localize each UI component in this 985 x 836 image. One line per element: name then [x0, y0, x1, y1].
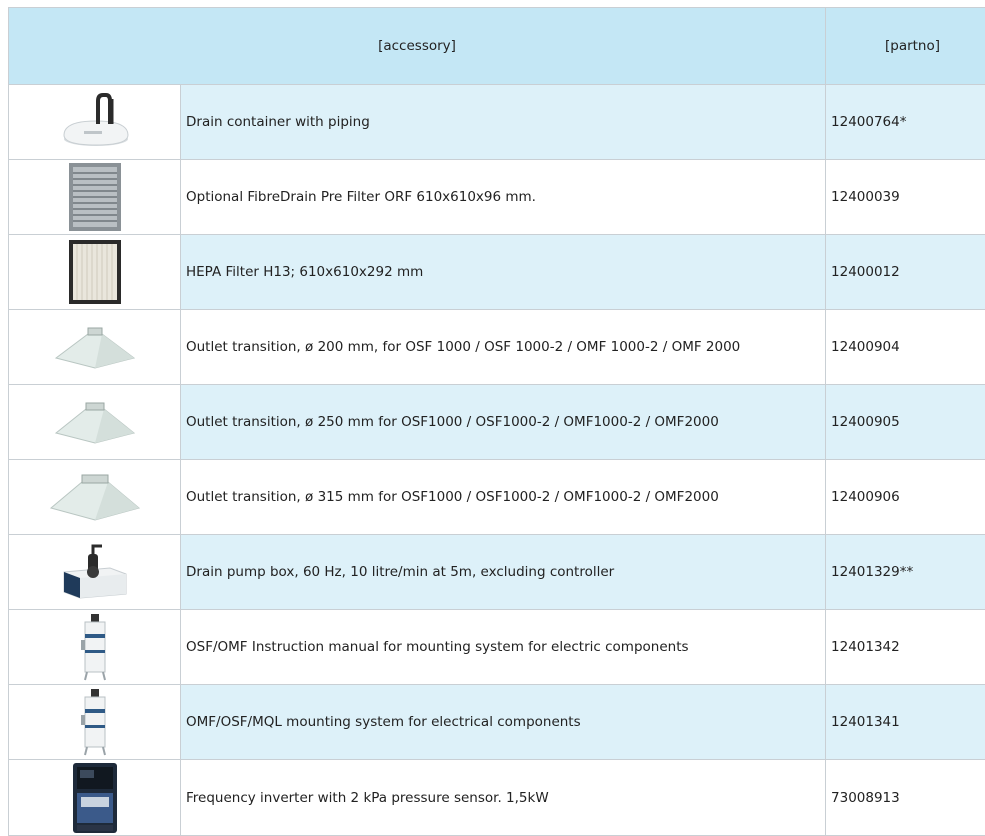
product-image-cell	[9, 310, 181, 385]
table-row	[9, 310, 985, 385]
table-row	[9, 235, 985, 310]
table-row	[9, 610, 985, 685]
product-image-cell	[9, 385, 181, 460]
partno-column-header: [partno]	[826, 8, 985, 85]
frequency-inverter-icon	[69, 761, 121, 835]
product-image-cell	[9, 460, 181, 535]
outlet-transition-icon	[50, 397, 140, 447]
description-cell: Outlet transition, ø 200 mm, for OSF 1000 / OSF 1000-2 / OMF 1000-2 / OMF 2000	[181, 310, 826, 385]
table-row	[9, 535, 985, 610]
partno-cell: 12400012	[826, 235, 985, 310]
mounting-system-icon	[75, 687, 115, 757]
partno-cell: 73008913	[826, 760, 985, 836]
table-row	[9, 160, 985, 235]
product-image-cell	[9, 760, 181, 836]
table-row	[9, 460, 985, 535]
partno-cell: 12401341	[826, 685, 985, 760]
description-cell: HEPA Filter H13; 610x610x292 mm	[181, 235, 826, 310]
accessory-column-header: [accessory]	[9, 8, 826, 85]
description-cell: Drain container with piping	[181, 85, 826, 160]
drain-pump-box-icon	[50, 542, 140, 602]
partno-cell: 12400906	[826, 460, 985, 535]
partno-cell: 12400905	[826, 385, 985, 460]
partno-cell: 12401329**	[826, 535, 985, 610]
description-cell: OSF/OMF Instruction manual for mounting system for electric components	[181, 610, 826, 685]
table-row	[9, 685, 985, 760]
product-image-cell	[9, 535, 181, 610]
product-image-cell	[9, 160, 181, 235]
product-image-cell	[9, 235, 181, 310]
drain-container-icon	[50, 91, 140, 153]
description-cell: Frequency inverter with 2 kPa pressure sensor. 1,5kW	[181, 760, 826, 836]
table-row	[9, 385, 985, 460]
partno-cell: 12400039	[826, 160, 985, 235]
partno-cell: 12400904	[826, 310, 985, 385]
partno-cell: 12401342	[826, 610, 985, 685]
table-header-row	[9, 8, 985, 85]
description-cell: Outlet transition, ø 250 mm for OSF1000 / OSF1000-2 / OMF1000-2 / OMF2000	[181, 385, 826, 460]
mounting-system-icon	[75, 612, 115, 682]
table-row	[9, 760, 985, 836]
description-cell: Optional FibreDrain Pre Filter ORF 610x610x96 mm.	[181, 160, 826, 235]
product-image-cell	[9, 685, 181, 760]
description-cell: Drain pump box, 60 Hz, 10 litre/min at 5m, excluding controller	[181, 535, 826, 610]
accessory-table	[8, 7, 985, 836]
outlet-transition-icon	[50, 322, 140, 372]
product-image-cell	[9, 610, 181, 685]
table-row	[9, 85, 985, 160]
description-cell: Outlet transition, ø 315 mm for OSF1000 / OSF1000-2 / OMF1000-2 / OMF2000	[181, 460, 826, 535]
product-image-cell	[9, 85, 181, 160]
outlet-transition-icon	[47, 470, 143, 524]
pre-filter-icon	[65, 161, 125, 233]
partno-cell: 12400764*	[826, 85, 985, 160]
hepa-filter-icon	[65, 236, 125, 308]
description-cell: OMF/OSF/MQL mounting system for electrical components	[181, 685, 826, 760]
